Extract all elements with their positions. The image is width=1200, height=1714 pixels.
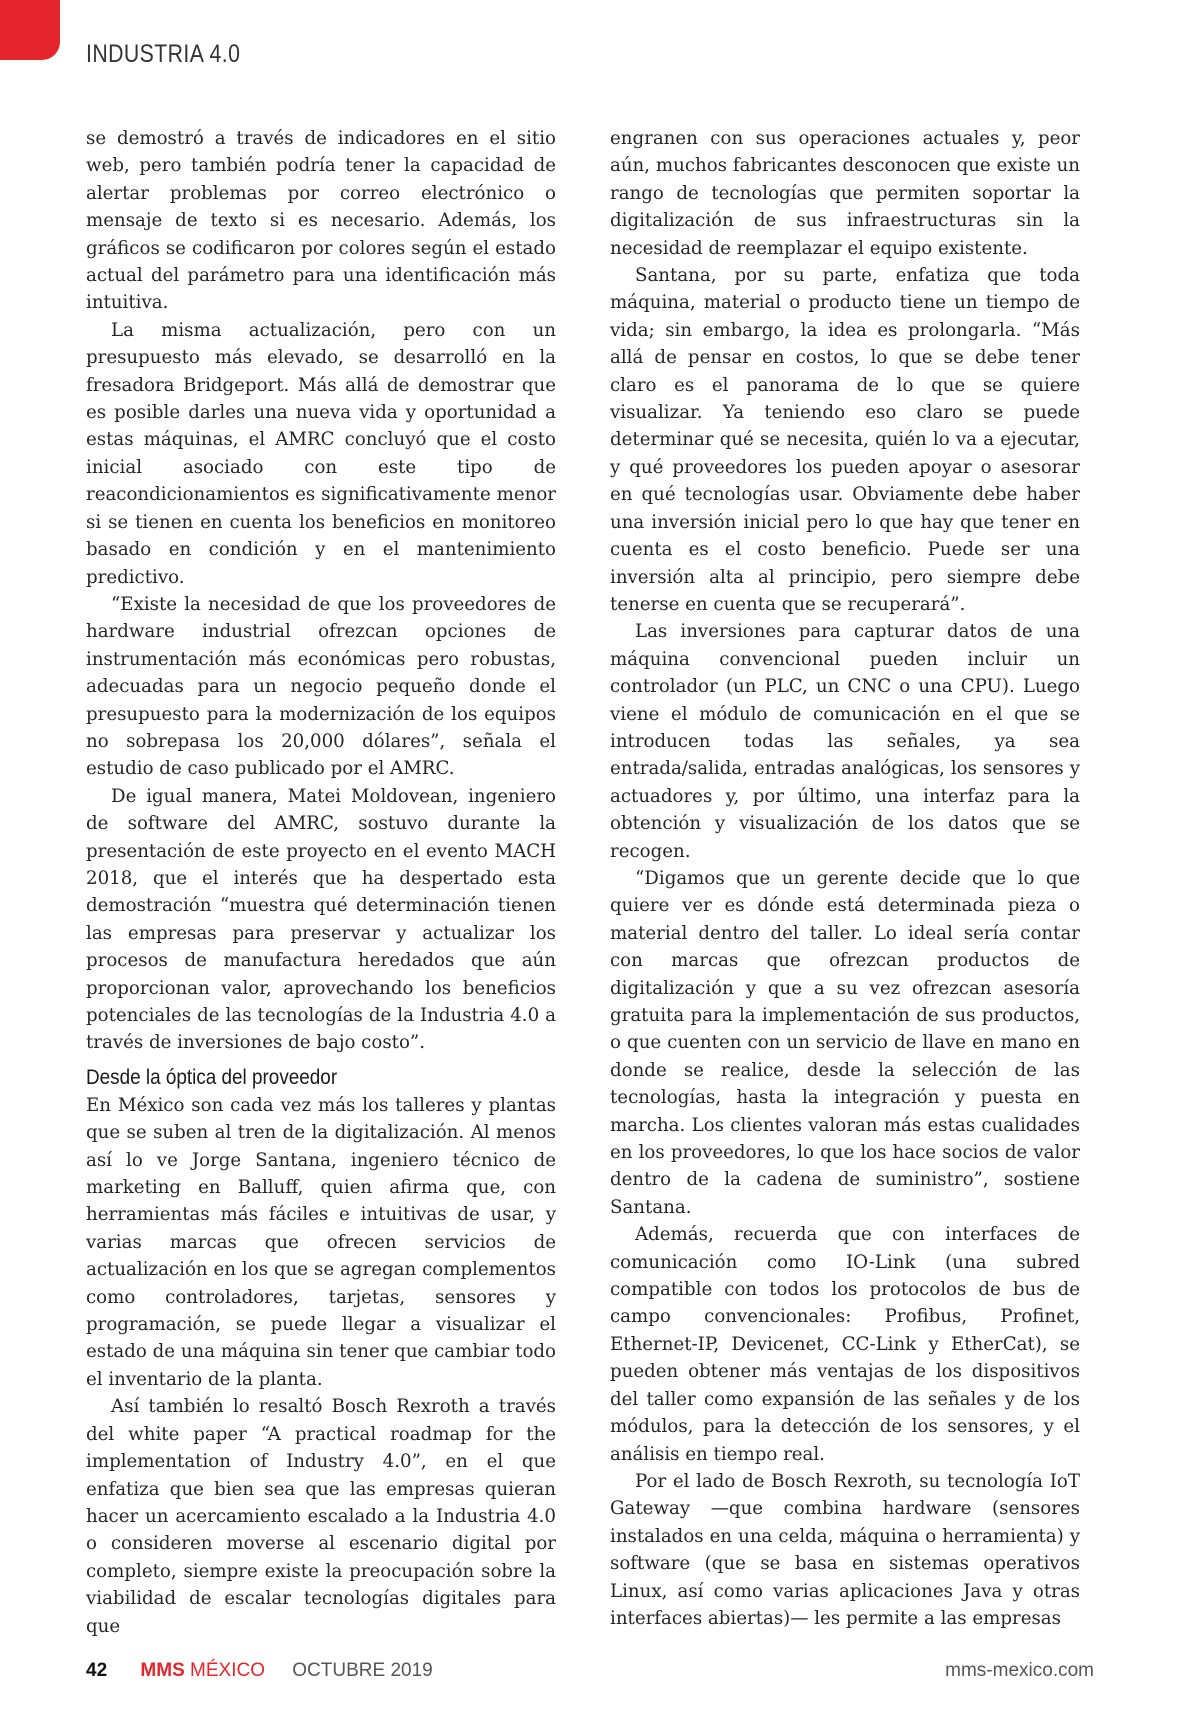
paragraph: Así también lo resaltó Bosch Rexroth a través del white paper “A practical roadmap for the implementation of Industry 4.0”, en el que enfatiza que bien sea que las empresas quieran hacer un acercamiento escalado a la Industria 4.0 o consideren moverse al escenario digital por completo, siempre existe la preocupación sobre la viabilidad de escalar tecnologías digitales para que	[86, 1396, 556, 1637]
paragraph: engranen con sus operaciones actuales y, peor aún, muchos fabricantes desconocen que existe un rango de tecnologías que permiten soportar la digitalización de sus infraestructuras sin la necesidad de reemplazar el equipo existente.	[610, 128, 1080, 259]
right-column	[610, 125, 1080, 1632]
paragraph: De igual manera, Matei Moldovean, ingeniero de software del AMRC, sostuvo durante la presentación de este proyecto en el evento MACH 2018, que el interés que ha despertado esta demostración “muestra qué determinación tienen las empresas para preservar y actualizar los procesos de manufactura heredados que aún proporcionan valor, aprovechando los beneficios potenciales de las tecnologías de la Industria 4.0 a través de inversiones de bajo costo”.	[86, 785, 556, 1054]
paragraph: “Digamos que un gerente decide que lo que quiere ver es dónde está determinada pieza o material dentro del taller. Lo ideal sería contar con marcas que ofrezcan productos de digitalización y que a su vez ofrezcan asesoría gratuita para la implementación de sus productos, o que cuenten con un servicio de llave en mano en donde se realice, desde la selección de las tecnologías, hasta la integración y puesta en marcha. Los clientes valoran más estas cualidades en los proveedores, lo que los hace socios de valor dentro de la cadena de suministro”, sostiene Santana.	[610, 867, 1080, 1218]
section-tab-marker	[0, 0, 60, 60]
magazine-brand: MMS	[140, 1660, 185, 1681]
paragraph: Santana, por su parte, enfatiza que toda máquina, material o producto tiene un tiempo de vida; sin embargo, la idea es prolongarla. “Más allá de pensar en costos, lo que se debe tener claro es el panorama de lo que se quiere visualizar. Ya teniendo eso claro se puede determinar qué se necesita, quién lo va a ejecutar, y qué proveedores los pueden apoyar o asesorar en qué tecnologías usar. Obviamente debe haber una inversión inicial pero lo que hay que tener en cuenta es el costo beneficio. Puede ser una inversión alta al principio, pero siempre debe tenerse en cuenta que se recuperará”.	[610, 265, 1080, 615]
left-column	[86, 125, 556, 1640]
magazine-brand-country: MÉXICO	[190, 1660, 265, 1681]
paragraph: Además, recuerda que con interfaces de comunicación como IO-Link (una subred compatible con todos los protocolos de bus de campo convencionales: Profibus, Profinet, Ethernet-IP, Devicenet, CC-Link y EtherCat), se pueden obtener más ventajas de los dispositivos del taller como expansión de las señales y de los módulos, para la detección de los sensores, y el análisis en tiempo real.	[610, 1224, 1080, 1465]
paragraph: Las inversiones para capturar datos de una máquina convencional pueden incluir un controlador (un PLC, un CNC o una CPU). Luego viene el módulo de comunicación en el que se introducen todas las señales, ya sea entrada/salida, entradas analógicas, los sensores y actuadores y, por último, una interfaz para la obtención y visualización de los datos que se recogen.	[610, 621, 1080, 862]
page-number: 42	[86, 1660, 108, 1681]
paragraph: Por el lado de Bosch Rexroth, su tecnología IoT Gateway —que combina hardware (sensores instalados en una celda, máquina o herramienta) y software (que se basa en sistemas operativos Linux, así como varias aplicaciones Java y otras interfaces abiertas)— les permite a las empresas	[610, 1470, 1080, 1629]
footer-left	[86, 1660, 433, 1682]
paragraph: En México son cada vez más los talleres y plantas que se suben al tren de la digitalización. Al menos así lo ve Jorge Santana, ingeniero técnico de marketing en Balluff, quien afirma que, con herramientas más fáciles e intuitivas de usar, y varias marcas que ofrecen servicios de actualización en los que se agregan complementos como controladores, tarjetas, sensores y programación, se puede llegar a visualizar el estado de una máquina sin tener que cambiar todo el inventario de la planta.	[86, 1094, 556, 1390]
paragraph: “Existe la necesidad de que los proveedores de hardware industrial ofrezcan opciones de instrumentación más económicas pero robustas, adecuadas para un negocio pequeño donde el presupuesto para la modernización de los equipos no sobrepasa los 20,000 dólares”, señala el estudio de caso publicado por el AMRC.	[86, 593, 556, 780]
paragraph: La misma actualización, pero con un presupuesto más elevado, se desarrolló en la fresadora Bridgeport. Más allá de demostrar que es posible darles una nueva vida y oportunidad a estas máquinas, el AMRC concluyó que el costo inicial asociado con este tipo de reacondicionamientos es significativamente menor si se tienen en cuenta los beneficios en monitoreo basado en condición y en el mantenimiento predictivo.	[86, 319, 556, 588]
paragraph: se demostró a través de indicadores en el sitio web, pero también podría tener la capacidad de alertar problemas por correo electrónico o mensaje de texto si es necesario. Además, los gráficos se codificaron por colores según el estado actual del parámetro para una identificación más intuitiva.	[86, 128, 556, 314]
website-link[interactable]: mms-mexico.com	[945, 1660, 1094, 1681]
issue-date: OCTUBRE 2019	[292, 1660, 433, 1681]
section-title: INDUSTRIA 4.0	[86, 40, 241, 68]
section-heading: Desde la óptica del proveedor	[86, 1065, 338, 1089]
